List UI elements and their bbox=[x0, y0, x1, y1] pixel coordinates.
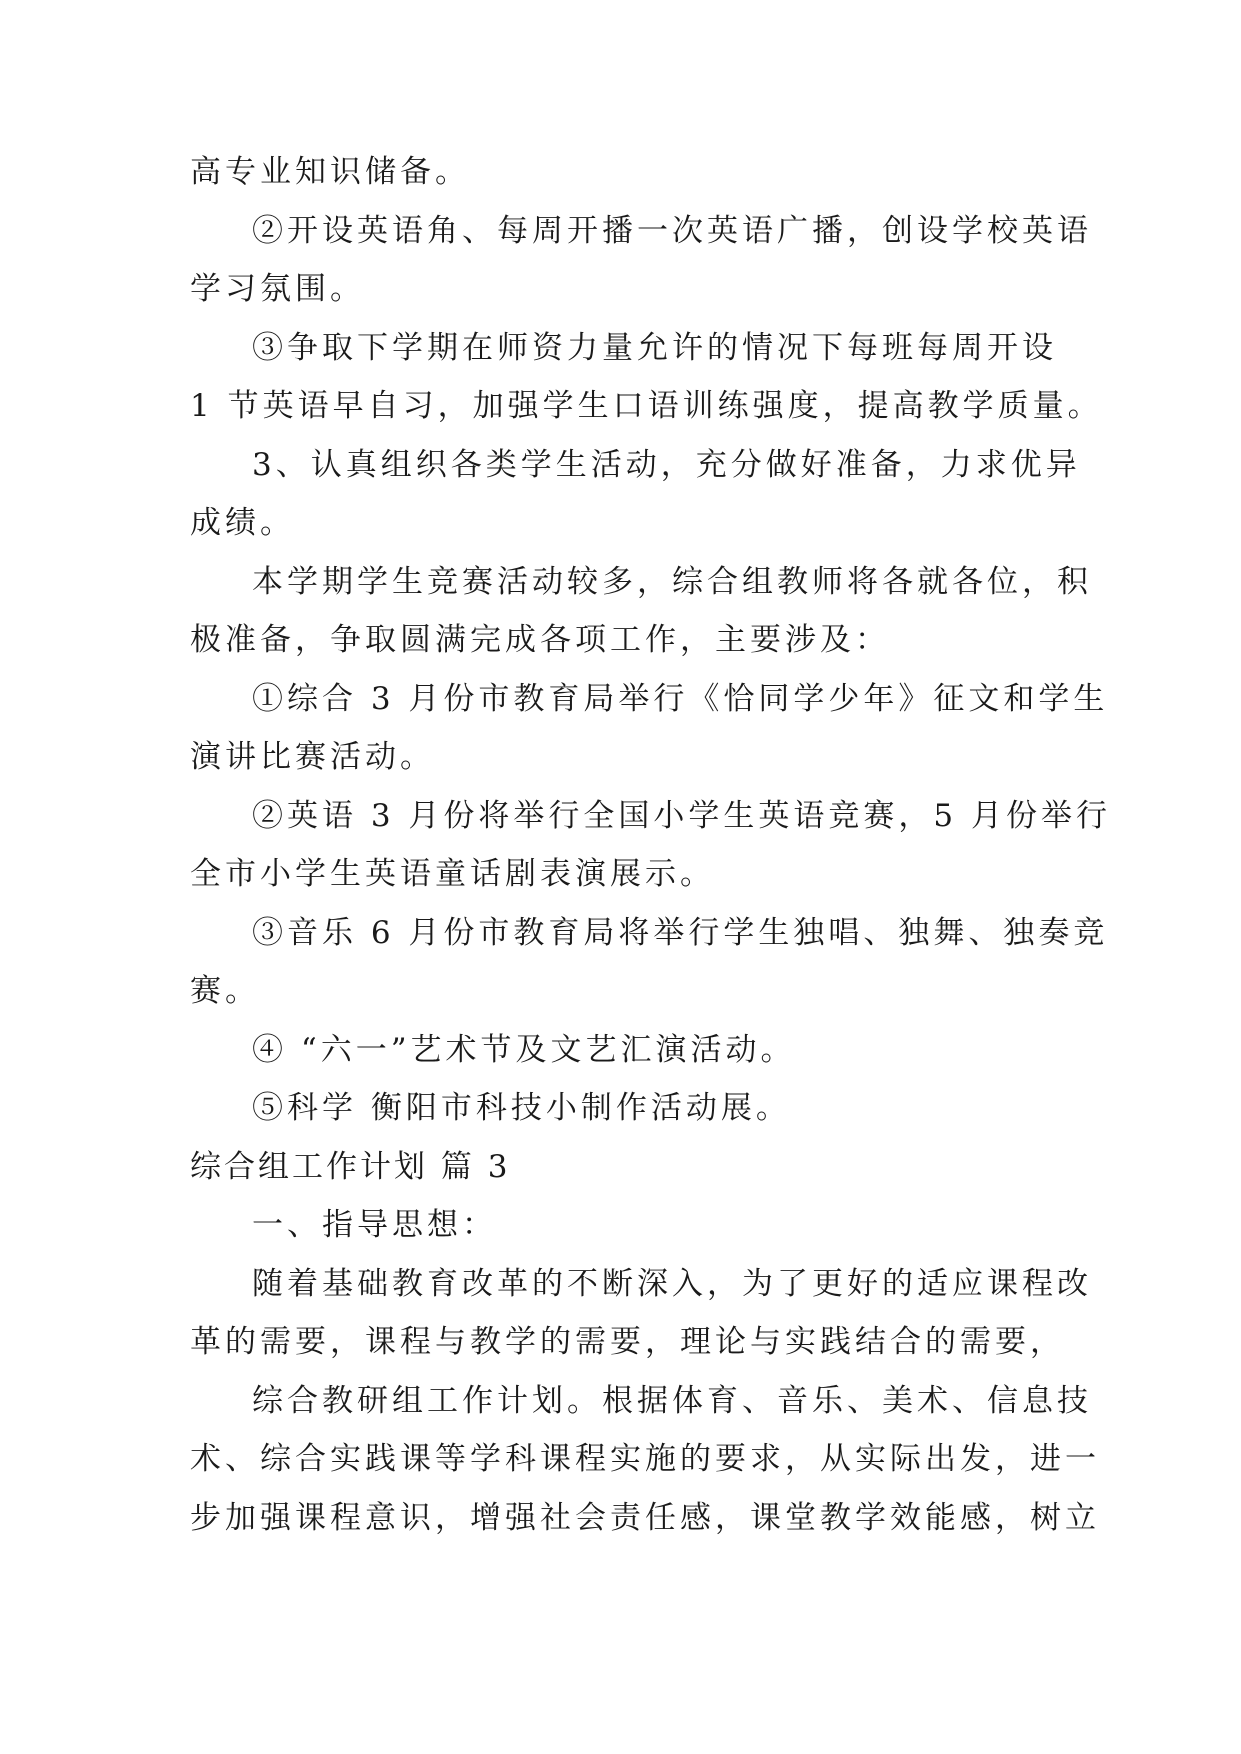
text-line: ④ “六一”艺术节及文艺汇演活动。 bbox=[252, 1032, 796, 1068]
text-line: 革的需要，课程与教学的需要，理论与实践结合的需要， bbox=[190, 1324, 1065, 1360]
text-line: 3、认真组织各类学生活动，充分做好准备，力求优异 bbox=[252, 447, 1081, 483]
text-line: ③音乐 6 月份市教育局将举行学生独唱、独舞、独奏竞 bbox=[252, 915, 1109, 951]
text-line: 高专业知识储备。 bbox=[190, 154, 470, 190]
text-line: 学习氛围。 bbox=[190, 271, 365, 307]
text-line: 本学期学生竞赛活动较多，综合组教师将各就各位，积 bbox=[252, 564, 1092, 600]
text-line: 一、指导思想： bbox=[252, 1207, 497, 1243]
text-line: 赛。 bbox=[190, 973, 260, 1009]
text-line: 成绩。 bbox=[190, 505, 295, 541]
text-line: 演讲比赛活动。 bbox=[190, 739, 435, 775]
text-line: 1 节英语早自习，加强学生口语训练强度，提高教学质量。 bbox=[190, 388, 1103, 424]
text-line: ①综合 3 月份市教育局举行《恰同学少年》征文和学生 bbox=[252, 681, 1109, 717]
text-line: ③争取下学期在师资力量允许的情况下每班每周开设 bbox=[252, 330, 1057, 366]
text-line: 随着基础教育改革的不断深入，为了更好的适应课程改 bbox=[252, 1266, 1092, 1302]
text-line: 术、综合实践课等学科课程实施的要求，从实际出发，进一 bbox=[190, 1441, 1100, 1477]
text-line: 综合教研组工作计划。根据体育、音乐、美术、信息技 bbox=[252, 1383, 1092, 1419]
text-line: ②开设英语角、每周开播一次英语广播，创设学校英语 bbox=[252, 213, 1092, 249]
text-line: 极准备，争取圆满完成各项工作，主要涉及： bbox=[190, 622, 890, 658]
text-line: ②英语 3 月份将举行全国小学生英语竞赛，5 月份举行 bbox=[252, 798, 1112, 834]
text-line: 全市小学生英语童话剧表演展示。 bbox=[190, 856, 715, 892]
section-heading: 综合组工作计划 篇 3 bbox=[190, 1149, 511, 1185]
text-line: ⑤科学 衡阳市科技小制作活动展。 bbox=[252, 1090, 791, 1126]
text-line: 步加强课程意识，增强社会责任感，课堂教学效能感，树立 bbox=[190, 1500, 1100, 1536]
